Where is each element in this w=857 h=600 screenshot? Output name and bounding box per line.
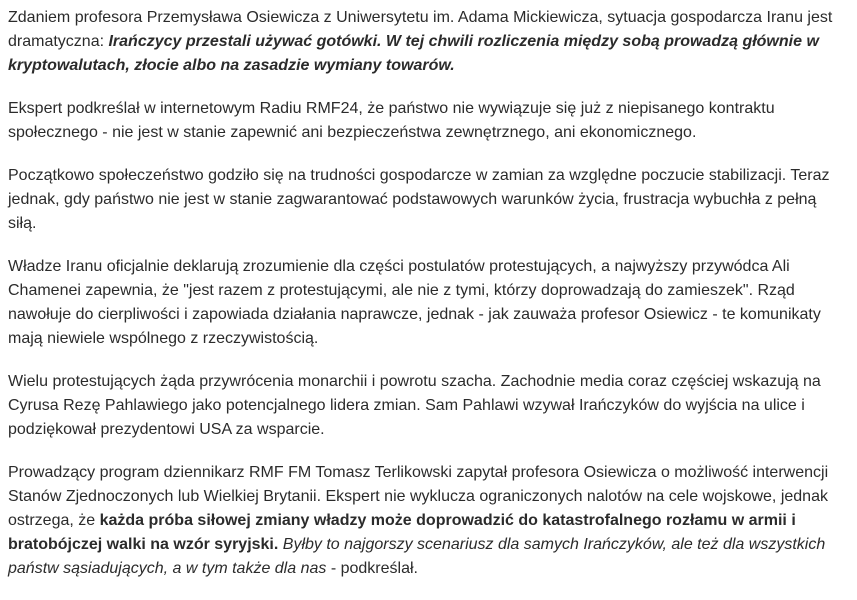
paragraph-3 (8, 164, 841, 236)
paragraph-6-tail: - podkreślał. (326, 560, 418, 577)
paragraph-2-text: Ekspert podkreślał w internetowym Radiu RMF24, że państwo nie wywiązuje się już z niepisanego kontraktu społecznego - nie jest w stanie zapewnić ani bezpieczeństwa zewnętrznego, ani ekonomicznego. (8, 100, 775, 141)
paragraph-4-text: Władze Iranu oficjalnie deklarują zrozumienie dla części postulatów protestujących, a najwyższy przywódca Ali Chamenei zapewnia, że "jest razem z protestującymi, ale nie z tymi, którzy doprowadzają do zamieszek". Rząd nawołuje do cierpliwości i zapowiada działania naprawcze, jednak - jak zauważa profesor Osiewicz - te komunikaty mają niewiele wspólnego z rzeczywistością. (8, 258, 821, 347)
paragraph-5 (8, 370, 841, 442)
paragraph-3-text: Początkowo społeczeństwo godziło się na trudności gospodarcze w zamian za względne poczucie stabilizacji. Teraz jednak, gdy państwo nie jest w stanie zagwarantować podstawowych warunków życia, frustracja wybuchła z pełną siłą. (8, 167, 830, 232)
paragraph-6-text: Prowadzący program dziennikarz RMF FM Tomasz Terlikowski zapytał profesora Osiewicza o możliwość interwencji Stanów Zjednoczonych lub Wielkiej Brytanii. Ekspert nie wyklucza ograniczonych nalotów na cele wojskowe, jednak ostrzega, że (8, 464, 829, 529)
paragraph-5-text: Wielu protestujących żąda przywrócenia monarchii i powrotu szacha. Zachodnie media coraz częściej wskazują na Cyrusa Rezę Pahlawiego jako potencjalnego lidera zmian. Sam Pahlawi wzywał Irańczyków do wyjścia na ulice i podziękował prezydentowi USA za wsparcie. (8, 373, 821, 438)
paragraph-6-bold: każda próba siłowej zmiany władzy może doprowadzić do katastrofalnego rozłamu w armii i bratobójczej walki na wzór syryjski. (8, 512, 796, 553)
paragraph-1 (8, 6, 841, 78)
paragraph-6 (8, 461, 841, 581)
paragraph-6-italic: Byłby to najgorszy scenariusz dla samych Irańczyków, ale też dla wszystkich państw sąsiadujących, a w tym także dla nas (8, 536, 826, 577)
paragraph-2 (8, 97, 841, 145)
paragraph-4 (8, 255, 841, 351)
paragraph-1-text: Zdaniem profesora Przemysława Osiewicza z Uniwersytetu im. Adama Mickiewicza, sytuacja gospodarcza Iranu jest dramatyczna: (8, 9, 833, 50)
paragraph-1-emphasis: Irańczycy przestali używać gotówki. W tej chwili rozliczenia między sobą prowadzą głównie w kryptowalutach, złocie albo na zasadzie wymiany towarów. (8, 33, 819, 74)
